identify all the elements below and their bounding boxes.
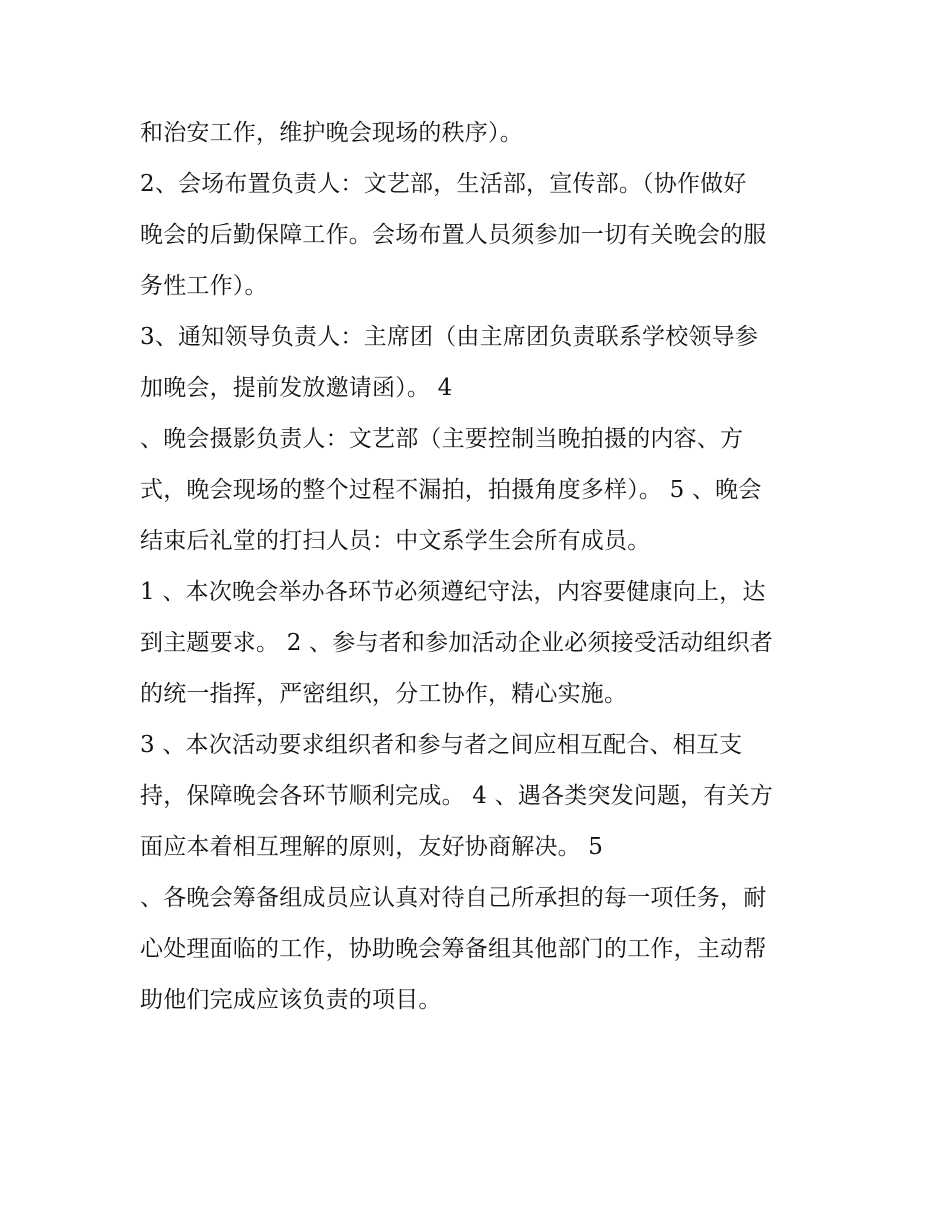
- text-line-17: 心处理面临的工作，协助晚会筹备组其他部门的工作，主动帮: [140, 936, 767, 962]
- text-line-8: 式，晚会现场的整个过程不漏拍，拍摄角度多样）。 5 、晚会: [140, 477, 762, 503]
- text-line-11: 到主题要求。 2 、参与者和参加活动企业必须接受活动组织者: [140, 630, 774, 656]
- text-line-9: 结束后礼堂的打扫人员：中文系学生会所有成员。: [140, 528, 651, 554]
- text-line-12: 的统一指挥，严密组织，分工协作，精心实施。: [140, 681, 628, 707]
- text-line-2: 2、会场布置负责人：文艺部，生活部，宣传部。（协作做好: [140, 171, 747, 197]
- text-line-18: 助他们完成应该负责的项目。: [140, 987, 442, 1013]
- text-line-5: 3、通知领导负责人：主席团（由主席团负责联系学校领导参: [140, 324, 759, 350]
- document-body: [140, 108, 840, 1026]
- text-line-16: 、各晚会筹备组成员应认真对待自己所承担的每一项任务，耐: [140, 885, 767, 911]
- text-line-13: 3 、本次活动要求组织者和参与者之间应相互配合、相互支: [140, 732, 743, 758]
- text-line-15: 面应本着相互理解的原则，友好协商解决。 5: [140, 834, 604, 860]
- text-line-10: 1 、本次晚会举办各环节必须遵纪守法，内容要健康向上，达: [140, 579, 766, 605]
- text-line-7: 、晚会摄影负责人：文艺部（主要控制当晚拍摄的内容、方: [140, 426, 744, 452]
- text-line-4: 务性工作）。: [140, 273, 268, 299]
- text-line-3: 晚会的后勤保障工作。会场布置人员须参加一切有关晚会的服: [140, 222, 767, 248]
- text-line-6: 加晚会，提前发放邀请函）。 4: [140, 375, 453, 401]
- text-line-14: 持，保障晚会各环节顺利完成。 4 、遇各类突发问题，有关方: [140, 783, 774, 809]
- text-line-1: 和治安工作，维护晚会现场的秩序）。: [140, 120, 523, 146]
